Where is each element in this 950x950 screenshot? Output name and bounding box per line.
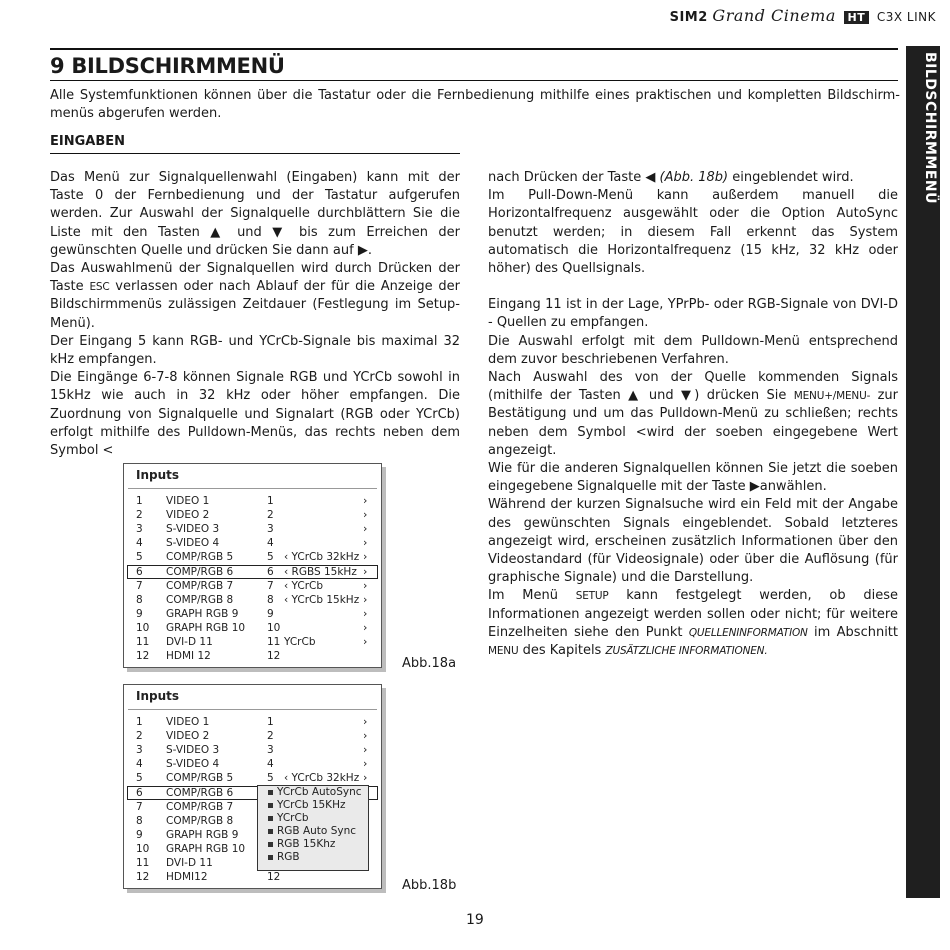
chevron-right-icon: › [363, 771, 368, 785]
figure-caption-a: Abb.18a [402, 656, 457, 671]
brand-grand-cinema: Grand Cinema [712, 6, 836, 25]
input-name: COMP/RGB 8 [166, 593, 234, 606]
input-name: VIDEO 2 [166, 509, 210, 522]
menu-input-row[interactable] [124, 757, 381, 771]
left-column [50, 169, 460, 460]
chevron-right-icon: › [363, 494, 368, 507]
input-number: 8 [136, 593, 143, 606]
menu-input-row[interactable] [124, 579, 381, 593]
menu-input-row[interactable] [124, 743, 381, 757]
input-number: 3 [136, 744, 143, 757]
brand-model: C3X LINK [876, 10, 936, 24]
menu-input-row[interactable] [124, 729, 381, 743]
input-name: GRAPH RGB 10 [166, 621, 246, 634]
input-number: 6 [136, 786, 143, 799]
menu-input-row[interactable] [124, 593, 381, 607]
dropdown-option[interactable]: RGB [258, 851, 368, 864]
menu-input-row[interactable] [124, 508, 381, 522]
chevron-right-icon: › [363, 620, 368, 634]
input-value: 3 [267, 523, 274, 536]
dropdown-option[interactable]: YCrCb [258, 812, 368, 825]
input-value: 10 [267, 621, 281, 634]
menu-input-row[interactable] [124, 550, 381, 564]
menu-a-rule [128, 488, 377, 489]
input-number: 4 [136, 758, 143, 771]
input-number: 10 [136, 621, 150, 634]
right-paragraph-6: Wie für die anderen Signalquellen können Sie jetzt die soeben eingegebene Signalquelle mit der Taste ▶anwählen. [488, 461, 898, 495]
input-number: 1 [136, 495, 143, 507]
input-signal-type: ‹ RGBS 15kHz [284, 565, 357, 578]
brand-sim2: SIM2 [669, 10, 708, 25]
input-number: 3 [136, 523, 143, 536]
input-number: 11 [136, 857, 150, 869]
chevron-right-icon: › [363, 564, 368, 578]
input-value: 1 [267, 716, 274, 728]
menu-b-title: Inputs [136, 689, 180, 703]
dropdown-option[interactable]: YCrCb 15KHz [258, 799, 368, 812]
inputs-menu-figure-b [123, 684, 382, 889]
right-paragraph-4: Die Auswahl erfolgt mit dem Pulldown-Menü entsprechend dem zuvor beschriebenen Verfahren. [488, 333, 898, 367]
input-number: 9 [136, 607, 143, 620]
chevron-right-icon: › [363, 715, 368, 728]
input-number: 10 [136, 842, 150, 855]
left-paragraph-1: Das Menü zur Signalquellenwahl (Eingaben) kann mit der Taste 0 der Fernbedienung und der Tastatur aufgerufen werden. Zur Auswahl der Signalquelle durchblättern Sie die Liste mit den Tasten ▲ und ▼ bis zum Erreichen der gewünschten Quelle und drücken Sie dann auf ▶. [50, 170, 460, 258]
menu-input-row[interactable] [127, 565, 378, 579]
input-number: 5 [136, 772, 143, 785]
input-name: GRAPH RGB 9 [166, 607, 239, 620]
chevron-right-icon: › [363, 592, 368, 606]
right-paragraph-8: Im Menü SETUP kann festgelegt werden, ob diese Informationen angezeigt werden sollen oder nicht; für weitere Einzelheiten siehe den Punkt QUELLENINFORMATION im Abschnitt MENU des Kapitels ZUSÄTZLICHE INFORMATIONEN. [488, 588, 898, 659]
dropdown-option[interactable]: RGB Auto Sync [258, 825, 368, 838]
input-number: 12 [136, 871, 150, 884]
input-number: 12 [136, 650, 150, 663]
chevron-right-icon: › [363, 508, 368, 522]
right-paragraph-5: Nach Auswahl des von der Quelle kommenden Signals (mithilfe der Tasten ▲ und ▼) drücken Sie MENU+/MENU- zur Bestätigung und um das Pulldown-Menü zu schließen; rechts neben dem Symbol <wird der soeben eingegebene Wert angezeigt. [488, 370, 898, 458]
input-value: 6 [267, 565, 274, 578]
left-paragraph-4: Die Eingänge 6-7-8 können Signale RGB und YCrCb sowohl in 15kHz wie auch in 32 kHz oder höher empfangen. Die Zuordnung von Signalquelle und Signalart (RGB oder YCrCb) erfolgt mithilfe des Pulldown-Menüs, das rechts neben dem Symbol < [50, 370, 460, 459]
input-name: GRAPH RGB 9 [166, 828, 239, 841]
dropdown-option[interactable]: YCrCb AutoSync [258, 786, 368, 799]
page-number: 19 [466, 912, 484, 928]
input-value: 7 [267, 579, 274, 592]
menu-input-row[interactable] [124, 635, 381, 649]
input-name: VIDEO 1 [166, 716, 210, 728]
menu-input-row[interactable] [124, 522, 381, 536]
input-signal-type: YCrCb [284, 636, 316, 648]
chapter-side-tab [906, 46, 940, 898]
section-heading: EINGABEN [50, 134, 125, 149]
menu-b-rule [128, 709, 377, 710]
input-number: 11 [136, 636, 150, 648]
left-paragraph-2: Das Auswahlmenü der Signalquellen wird durch Drücken der Taste ESC verlassen oder nach Ablauf der für die Anzeige der Bildschirmmenüs zulässigen Zeitdauer (Festlegung im Setup-Menü). [50, 261, 460, 331]
input-value: 4 [267, 758, 274, 771]
chevron-right-icon: › [363, 578, 368, 592]
input-name: COMP/RGB 7 [166, 579, 234, 592]
input-name: COMP/RGB 5 [166, 772, 234, 785]
chevron-right-icon: › [363, 606, 368, 620]
right-paragraph-7: Während der kurzen Signalsuche wird ein Feld mit der Angabe des gewünschten Signals eingeblendet. Sobald letzteres angezeigt wird, erscheinen zusätzlich Informationen über den Videostandard (für Videosignale) oder über die Auflösung (für graphische Signale) und die Darstellung. [488, 497, 898, 586]
input-name: VIDEO 2 [166, 730, 210, 743]
menu-input-row[interactable] [124, 870, 381, 884]
figure-caption-b: Abb.18b [402, 878, 457, 893]
input-value: 2 [267, 509, 274, 522]
menu-input-row[interactable] [124, 649, 381, 663]
input-name: S-VIDEO 3 [166, 744, 220, 757]
input-signal-type: ‹ YCrCb 32kHz [284, 772, 360, 785]
inputs-menu-figure-a [123, 463, 382, 668]
brand-ht-badge: HT [844, 11, 870, 24]
dropdown-option[interactable]: RGB 15Khz [258, 838, 368, 851]
input-number: 2 [136, 509, 143, 522]
input-number: 4 [136, 537, 143, 550]
input-value: 1 [267, 495, 274, 507]
input-value: 12 [267, 871, 281, 884]
chevron-right-icon: › [363, 757, 368, 771]
chevron-right-icon: › [363, 536, 368, 550]
input-signal-type: ‹ YCrCb 32kHz [284, 551, 360, 564]
input-number: 2 [136, 730, 143, 743]
input-name: DVI-D 11 [166, 636, 213, 648]
chevron-right-icon: › [363, 743, 368, 757]
title-rule [50, 80, 898, 81]
right-column [488, 169, 898, 660]
input-number: 9 [136, 828, 143, 841]
intro-paragraph: Alle Systemfunktionen können über die Tastatur oder die Fernbedienung mithilfe eines praktischen und kompletten Bildschirm-menüs abgerufen werden. [50, 88, 900, 121]
chevron-right-icon: › [363, 729, 368, 743]
chapter-side-label: BILDSCHIRMMENÜ [922, 52, 938, 204]
menu-input-row[interactable] [124, 494, 381, 508]
input-number: 8 [136, 814, 143, 827]
brand-header [670, 6, 936, 25]
input-name: S-VIDEO 3 [166, 523, 220, 536]
input-value: 8 [267, 593, 274, 606]
input-name: HDMI12 [166, 871, 208, 884]
input-value: 4 [267, 537, 274, 550]
right-paragraph-3: Eingang 11 ist in der Lage, YPrPb- oder RGB-Signale von DVI-D - Quellen zu empfangen. [488, 297, 898, 331]
input-name: COMP/RGB 6 [166, 786, 234, 799]
menu-input-row[interactable] [124, 536, 381, 550]
input-value: 3 [267, 744, 274, 757]
input-name: S-VIDEO 4 [166, 758, 220, 771]
input-name: S-VIDEO 4 [166, 537, 220, 550]
top-rule [50, 48, 898, 50]
input-value: 5 [267, 551, 274, 564]
input-value: 11 [267, 636, 281, 648]
right-paragraph-2: Im Pull-Down-Menü kann außerdem manuell die Horizontalfrequenz ausgewählt oder die Option AutoSync benutzt werden; in diesem Fall erkennt das System automatisch die Horizontalfrequenz (15 kHz, 32 kHz oder höher) des Quellsignals. [488, 188, 898, 277]
input-name: VIDEO 1 [166, 495, 210, 507]
page-title: 9 BILDSCHIRMMENÜ [50, 54, 285, 78]
menu-input-row[interactable] [124, 607, 381, 621]
right-paragraph-1: nach Drücken der Taste ◀ (Abb. 18b) eingeblendet wird. [488, 170, 854, 185]
input-signal-type: ‹ YCrCb 15kHz [284, 593, 360, 606]
input-number: 5 [136, 551, 143, 564]
input-value: 5 [267, 772, 274, 785]
menu-input-row[interactable] [124, 621, 381, 635]
input-value: 9 [267, 607, 274, 620]
input-signal-type: ‹ YCrCb [284, 579, 324, 592]
chevron-right-icon: › [363, 550, 368, 564]
input-value: 12 [267, 650, 281, 663]
input-number: 1 [136, 716, 143, 728]
chevron-right-icon: › [363, 522, 368, 536]
input-name: COMP/RGB 5 [166, 551, 234, 564]
menu-a-title: Inputs [136, 468, 180, 482]
input-name: GRAPH RGB 10 [166, 842, 246, 855]
section-rule [50, 153, 460, 154]
input-number: 7 [136, 579, 143, 592]
menu-input-row[interactable] [124, 771, 381, 785]
signal-type-dropdown [257, 785, 369, 871]
menu-input-row[interactable] [124, 715, 381, 729]
input-value: 2 [267, 730, 274, 743]
input-number: 6 [136, 565, 143, 578]
left-paragraph-3: Der Eingang 5 kann RGB- und YCrCb-Signale bis maximal 32 kHz empfangen. [50, 333, 460, 368]
input-name: HDMI 12 [166, 650, 211, 663]
input-name: DVI-D 11 [166, 857, 213, 869]
input-number: 7 [136, 800, 143, 813]
input-name: COMP/RGB 8 [166, 814, 234, 827]
input-name: COMP/RGB 6 [166, 565, 234, 578]
chevron-right-icon: › [363, 635, 368, 648]
input-name: COMP/RGB 7 [166, 800, 234, 813]
